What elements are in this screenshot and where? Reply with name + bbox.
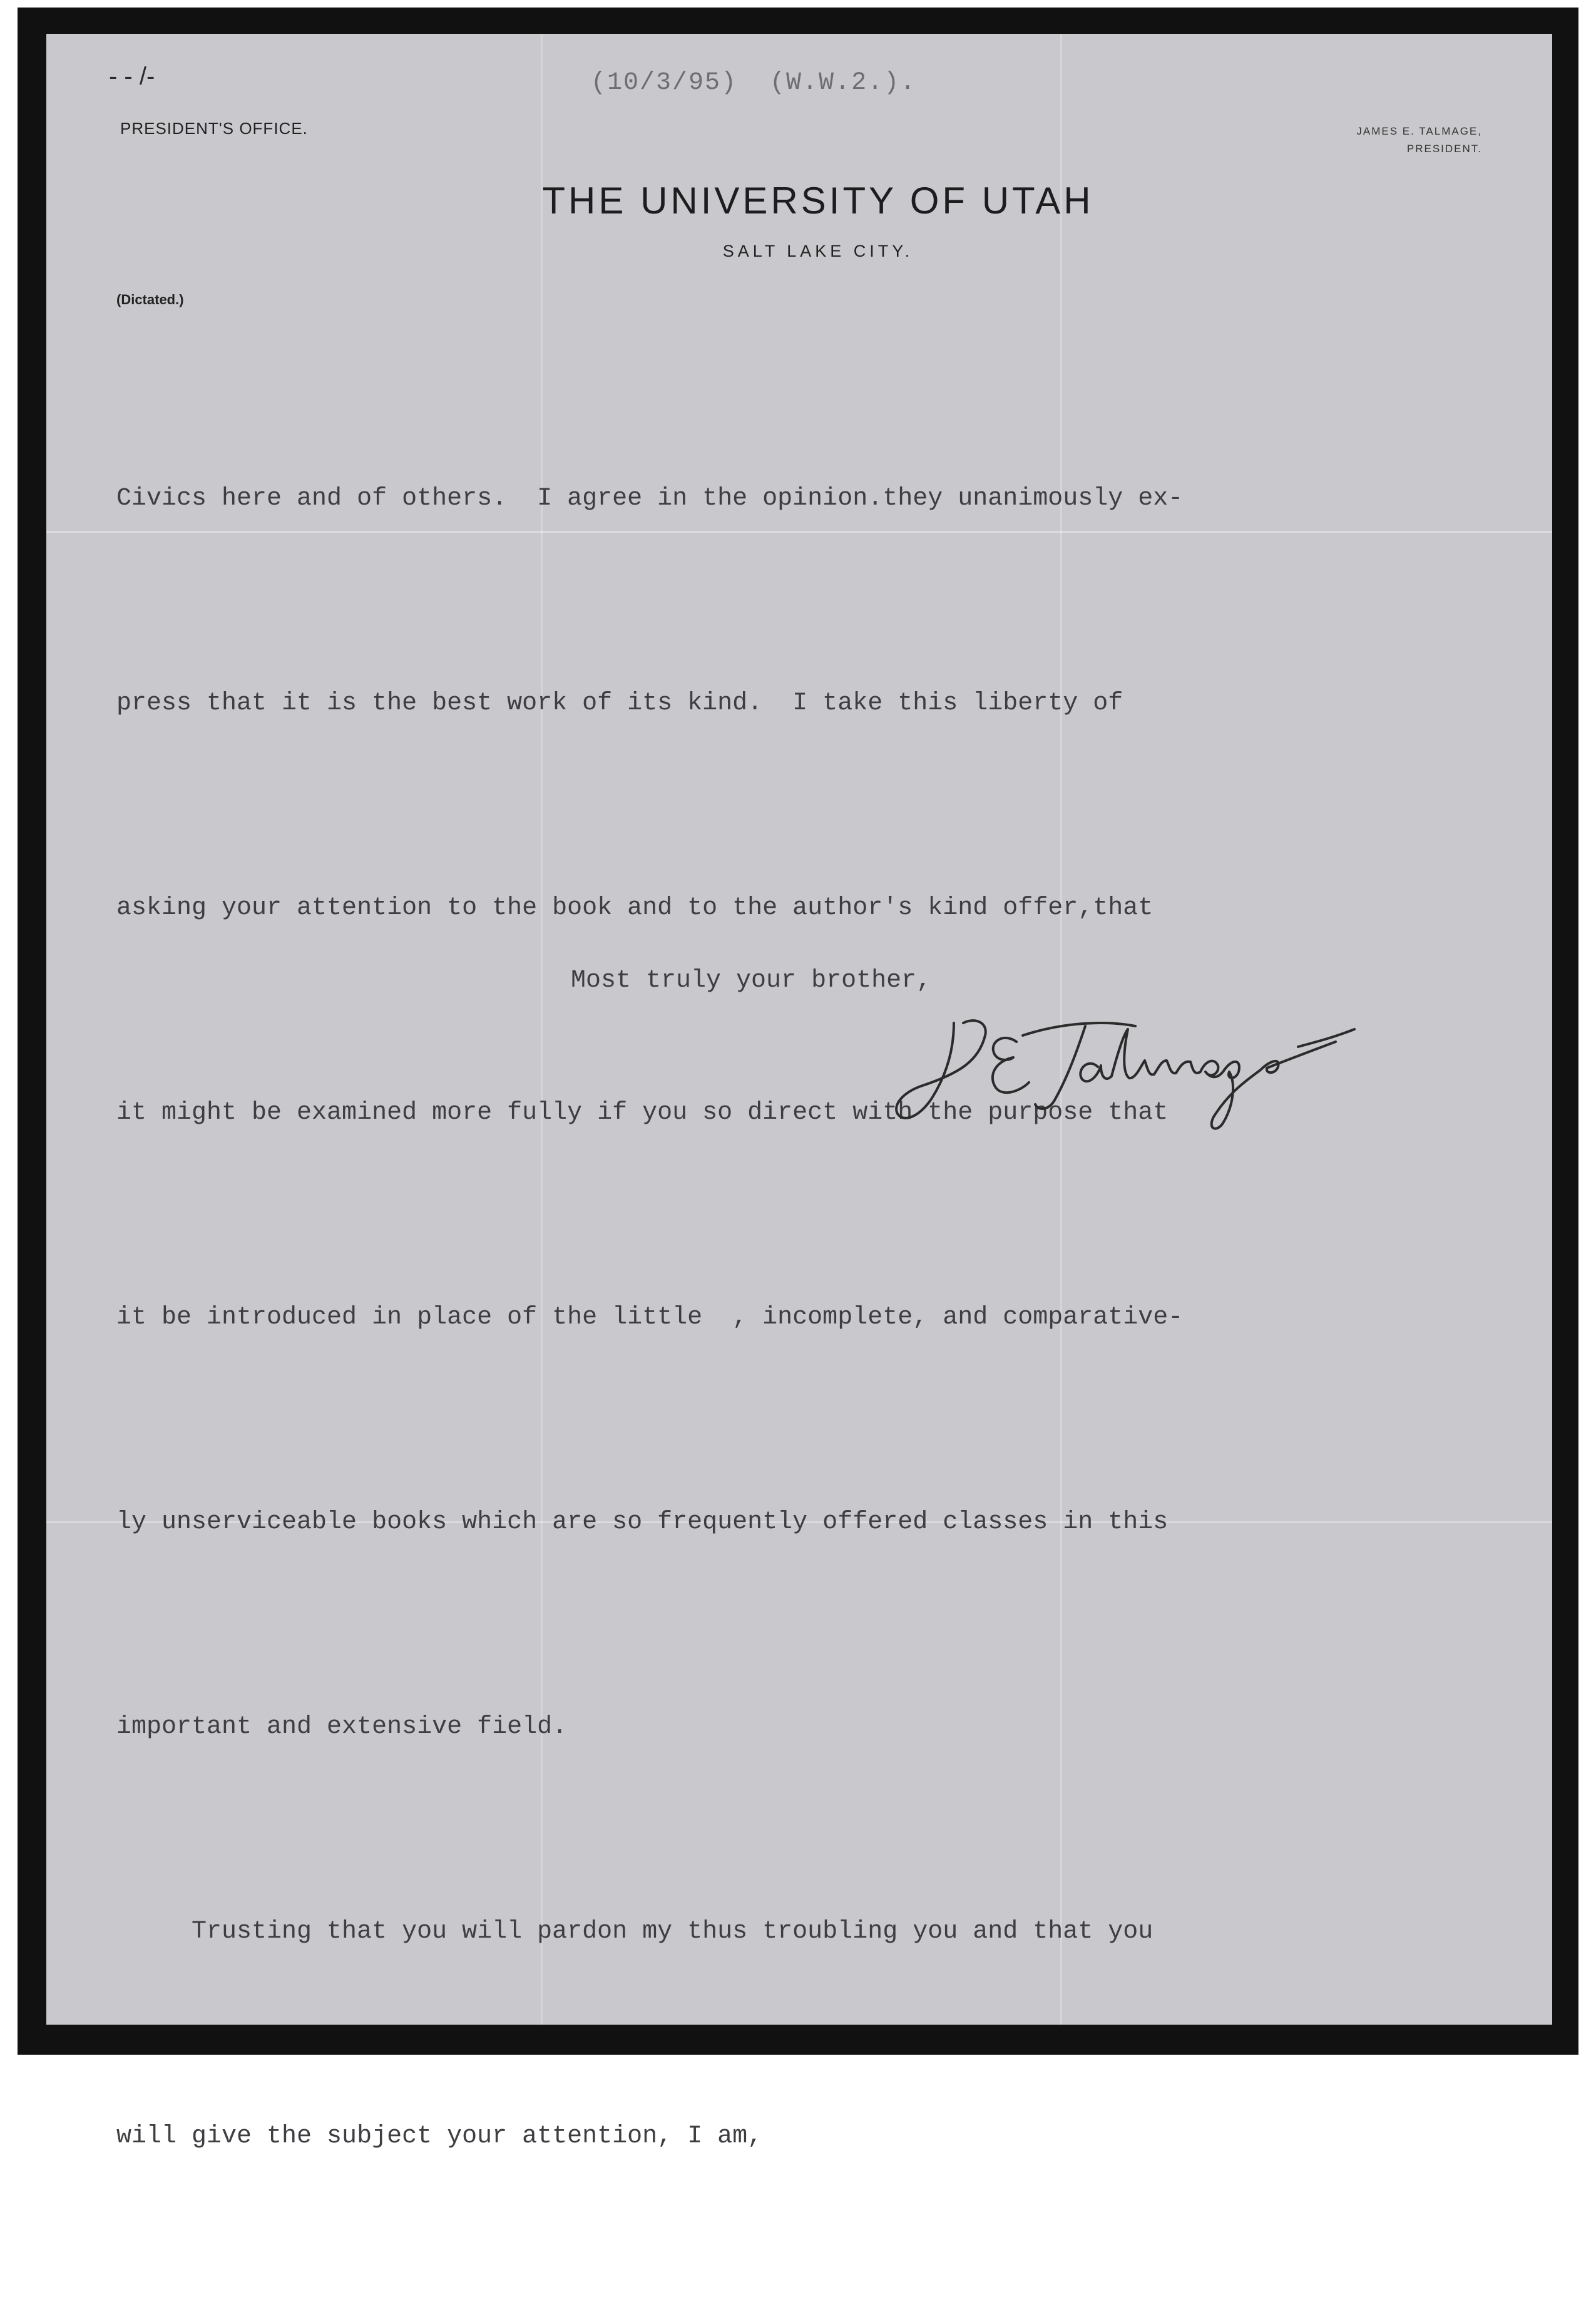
reference-number: (10/3/95) (W.W.2.). [591, 69, 917, 97]
body-line: it be introduced in place of the little , incomplete, and comparative- [116, 1303, 1184, 1332]
institution-name: THE UNIVERSITY OF UTAH [542, 180, 1094, 222]
body-line: press that it is the best work of its kind. I take this liberty of [116, 689, 1123, 717]
body-line: it might be examined more fully if you so direct with the purpose that [116, 1099, 1169, 1127]
body-line: important and extensive field. [116, 1713, 568, 1741]
closing-line: Most truly your brother, [571, 967, 932, 995]
president-block [1356, 123, 1482, 158]
body-line: Civics here and of others. I agree in the opinion.they unanimously ex- [116, 485, 1184, 513]
city-name: SALT LAKE CITY. [722, 242, 914, 260]
institution-title [46, 179, 1552, 222]
city-line [46, 242, 1552, 261]
body-line: will give the subject your attention, I am, [116, 2122, 763, 2150]
office-label: PRESIDENT'S OFFICE. [120, 119, 308, 138]
president-name: JAMES E. TALMAGE, [1356, 125, 1482, 137]
president-title: PRESIDENT. [1406, 143, 1482, 155]
letter-sheet [46, 34, 1552, 2150]
letter-body [116, 328, 1493, 2307]
dictated-note: (Dictated.) [116, 292, 184, 307]
handwritten-signature [860, 998, 1361, 1136]
body-line: asking your attention to the book and to the author's kind offer,that [116, 894, 1154, 922]
body-line: ly unserviceable books which are so frequently offered classes in this [116, 1508, 1169, 1536]
corner-mark: - - /- [109, 63, 155, 90]
body-line: Trusting that you will pardon my thus troubling you and that you [116, 1918, 1154, 1946]
